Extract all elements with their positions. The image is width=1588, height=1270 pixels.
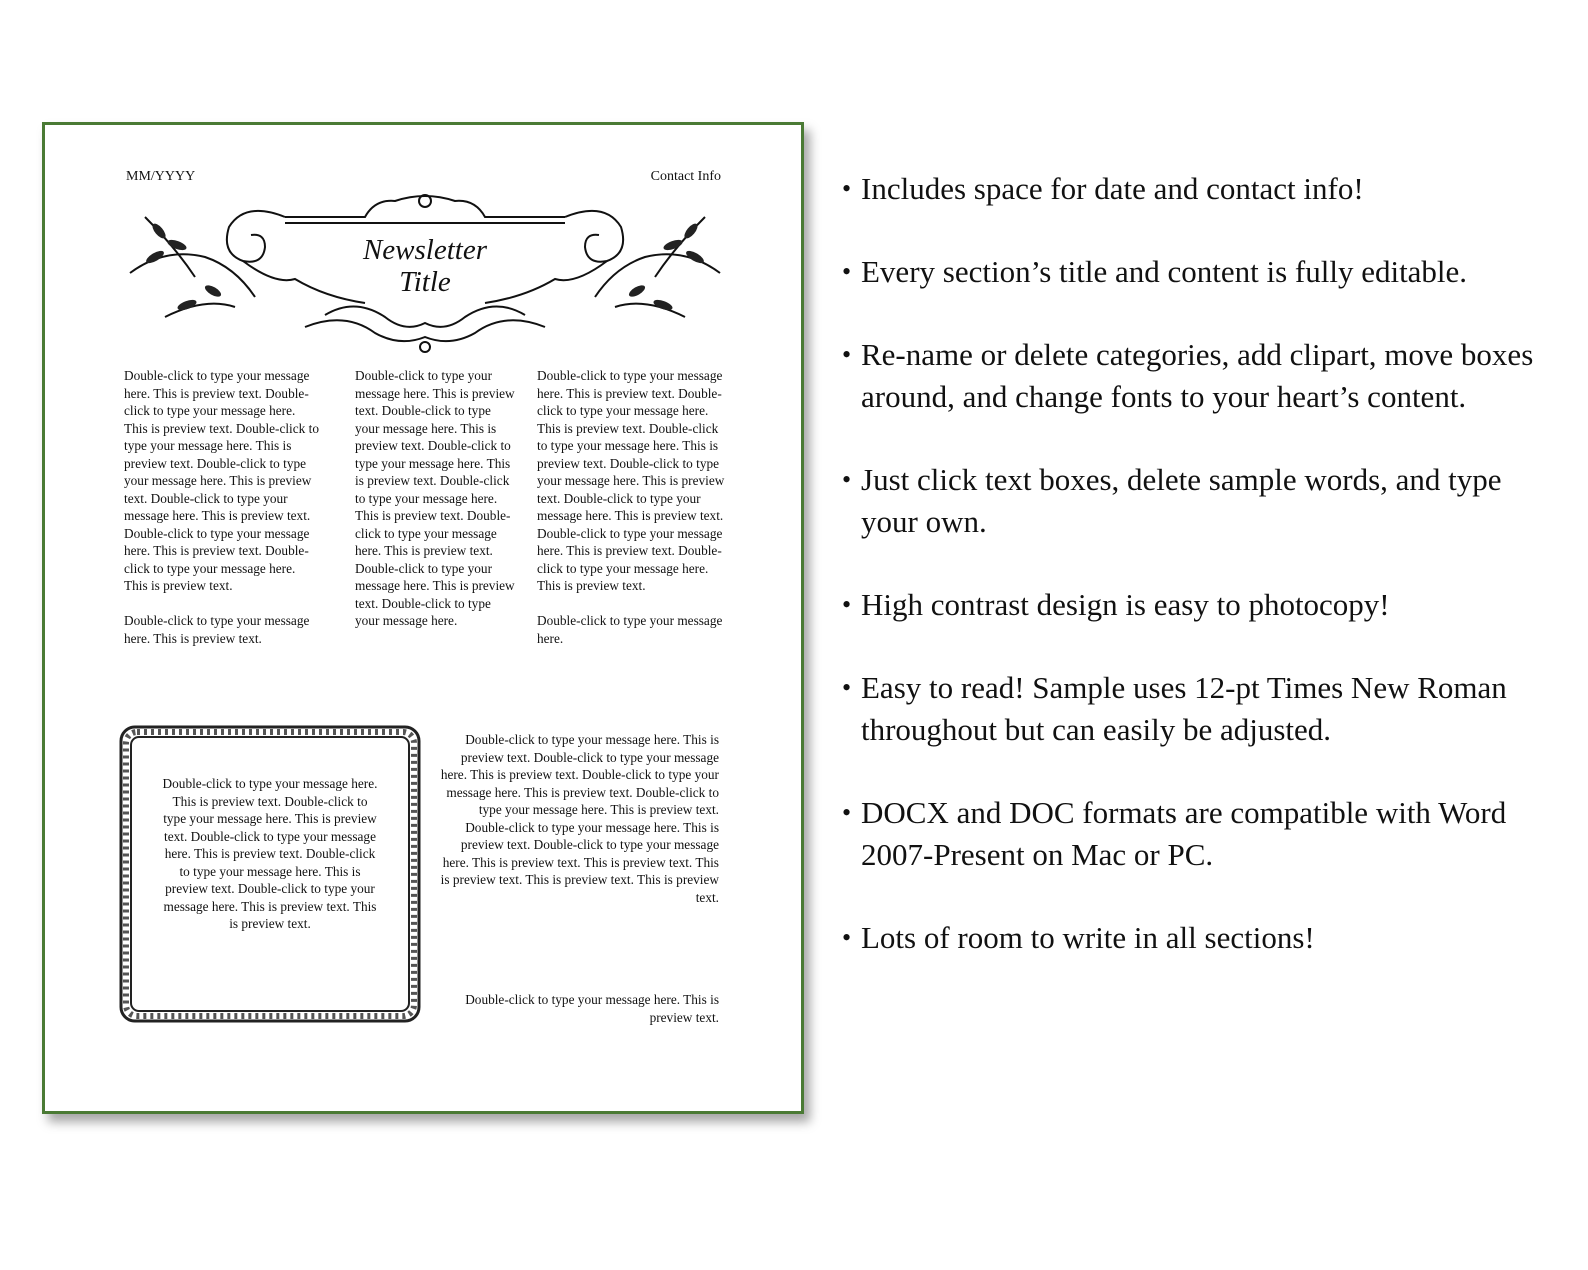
feature-item: • Just click text boxes, delete sample words, and type your own. [842, 459, 1542, 543]
feature-item: • Re-name or delete categories, add clipart, move boxes around, and change fonts to your heart’s content. [842, 334, 1542, 418]
feature-item: • Every section’s title and content is fully editable. [842, 251, 1542, 293]
bullet-icon: • [842, 340, 852, 369]
right-text-block: Double-click to type your message here. This is preview text. Double-click to type your message here. This is preview text. Double-click to type your message here. This is preview text. Double-click to type your message here. This is preview text. Double-click to type your message here. This is preview text. Double-click to type your message here. This is preview text. This is preview text. This is preview text. This is preview text. This is preview text. [440, 732, 719, 905]
bullet-icon: • [842, 590, 852, 619]
feature-item: • Easy to read! Sample uses 12-pt Times New Roman throughout but can easily be adjusted. [842, 667, 1542, 751]
bullet-icon: • [842, 673, 852, 702]
feature-item: • High contrast design is easy to photocopy! [842, 584, 1542, 626]
right-text-block-2: Double-click to type your message here. This is preview text. [465, 992, 719, 1025]
newsletter-title-line2: Title [399, 266, 451, 298]
feature-item: • DOCX and DOC formats are compatible with Word 2007-Present on Mac or PC. [842, 792, 1542, 876]
newsletter-title-line1: Newsletter [362, 234, 488, 266]
date-placeholder: MM/YYYY [126, 169, 196, 184]
text-column-1: Double-click to type your message here. This is preview text. Double-click to type your message here. This is preview text. Double-click to type your message here. This is preview text. Double-click to type your message here. This is preview text. Double-click to type your message here. This is preview text. Double-click to type your message here. This is preview text. Double-click to type your message here. This is preview text. Double-click to type your message here. This is preview text. [124, 368, 319, 646]
bullet-icon: • [842, 174, 852, 203]
contact-info-placeholder: Contact Info [650, 169, 721, 184]
bullet-icon: • [842, 465, 852, 494]
bullet-icon: • [842, 257, 852, 286]
feature-list [842, 168, 1542, 1000]
bullet-icon: • [842, 923, 852, 952]
text-column-3: Double-click to type your message here. This is preview text. Double-click to type your message here. This is preview text. Double-click to type your message here. This is preview text. Double-click to type your message here. This is preview text. Double-click to type your message here. This is preview text. Double-click to type your message here. This is preview text. Double-click to type your message here. This is preview text. Double-click to type your message here. [537, 368, 725, 646]
framed-text-box: Double-click to type your message here. This is preview text. Double-click to type your message here. This is preview text. Double-click to type your message here. This is preview text. Double-click to type your message here. This is preview text. Double-click to type your message here. This is preview text. This is preview text. [162, 776, 378, 931]
bullet-icon: • [842, 798, 852, 827]
feature-item: • Lots of room to write in all sections! [842, 917, 1542, 959]
feature-item: • Includes space for date and contact info! [842, 168, 1542, 210]
newsletter-preview-page [42, 122, 804, 1114]
ornamental-title-banner [125, 187, 725, 362]
text-column-2: Double-click to type your message here. This is preview text. Double-click to type your message here. This is preview text. Double-click to type your message here. This is preview text. Double-click to type your message here. This is preview text. Double-click to type your message here. This is preview text. Double-click to type your message here. This is preview text. Double-click to type your message here. [355, 368, 515, 628]
